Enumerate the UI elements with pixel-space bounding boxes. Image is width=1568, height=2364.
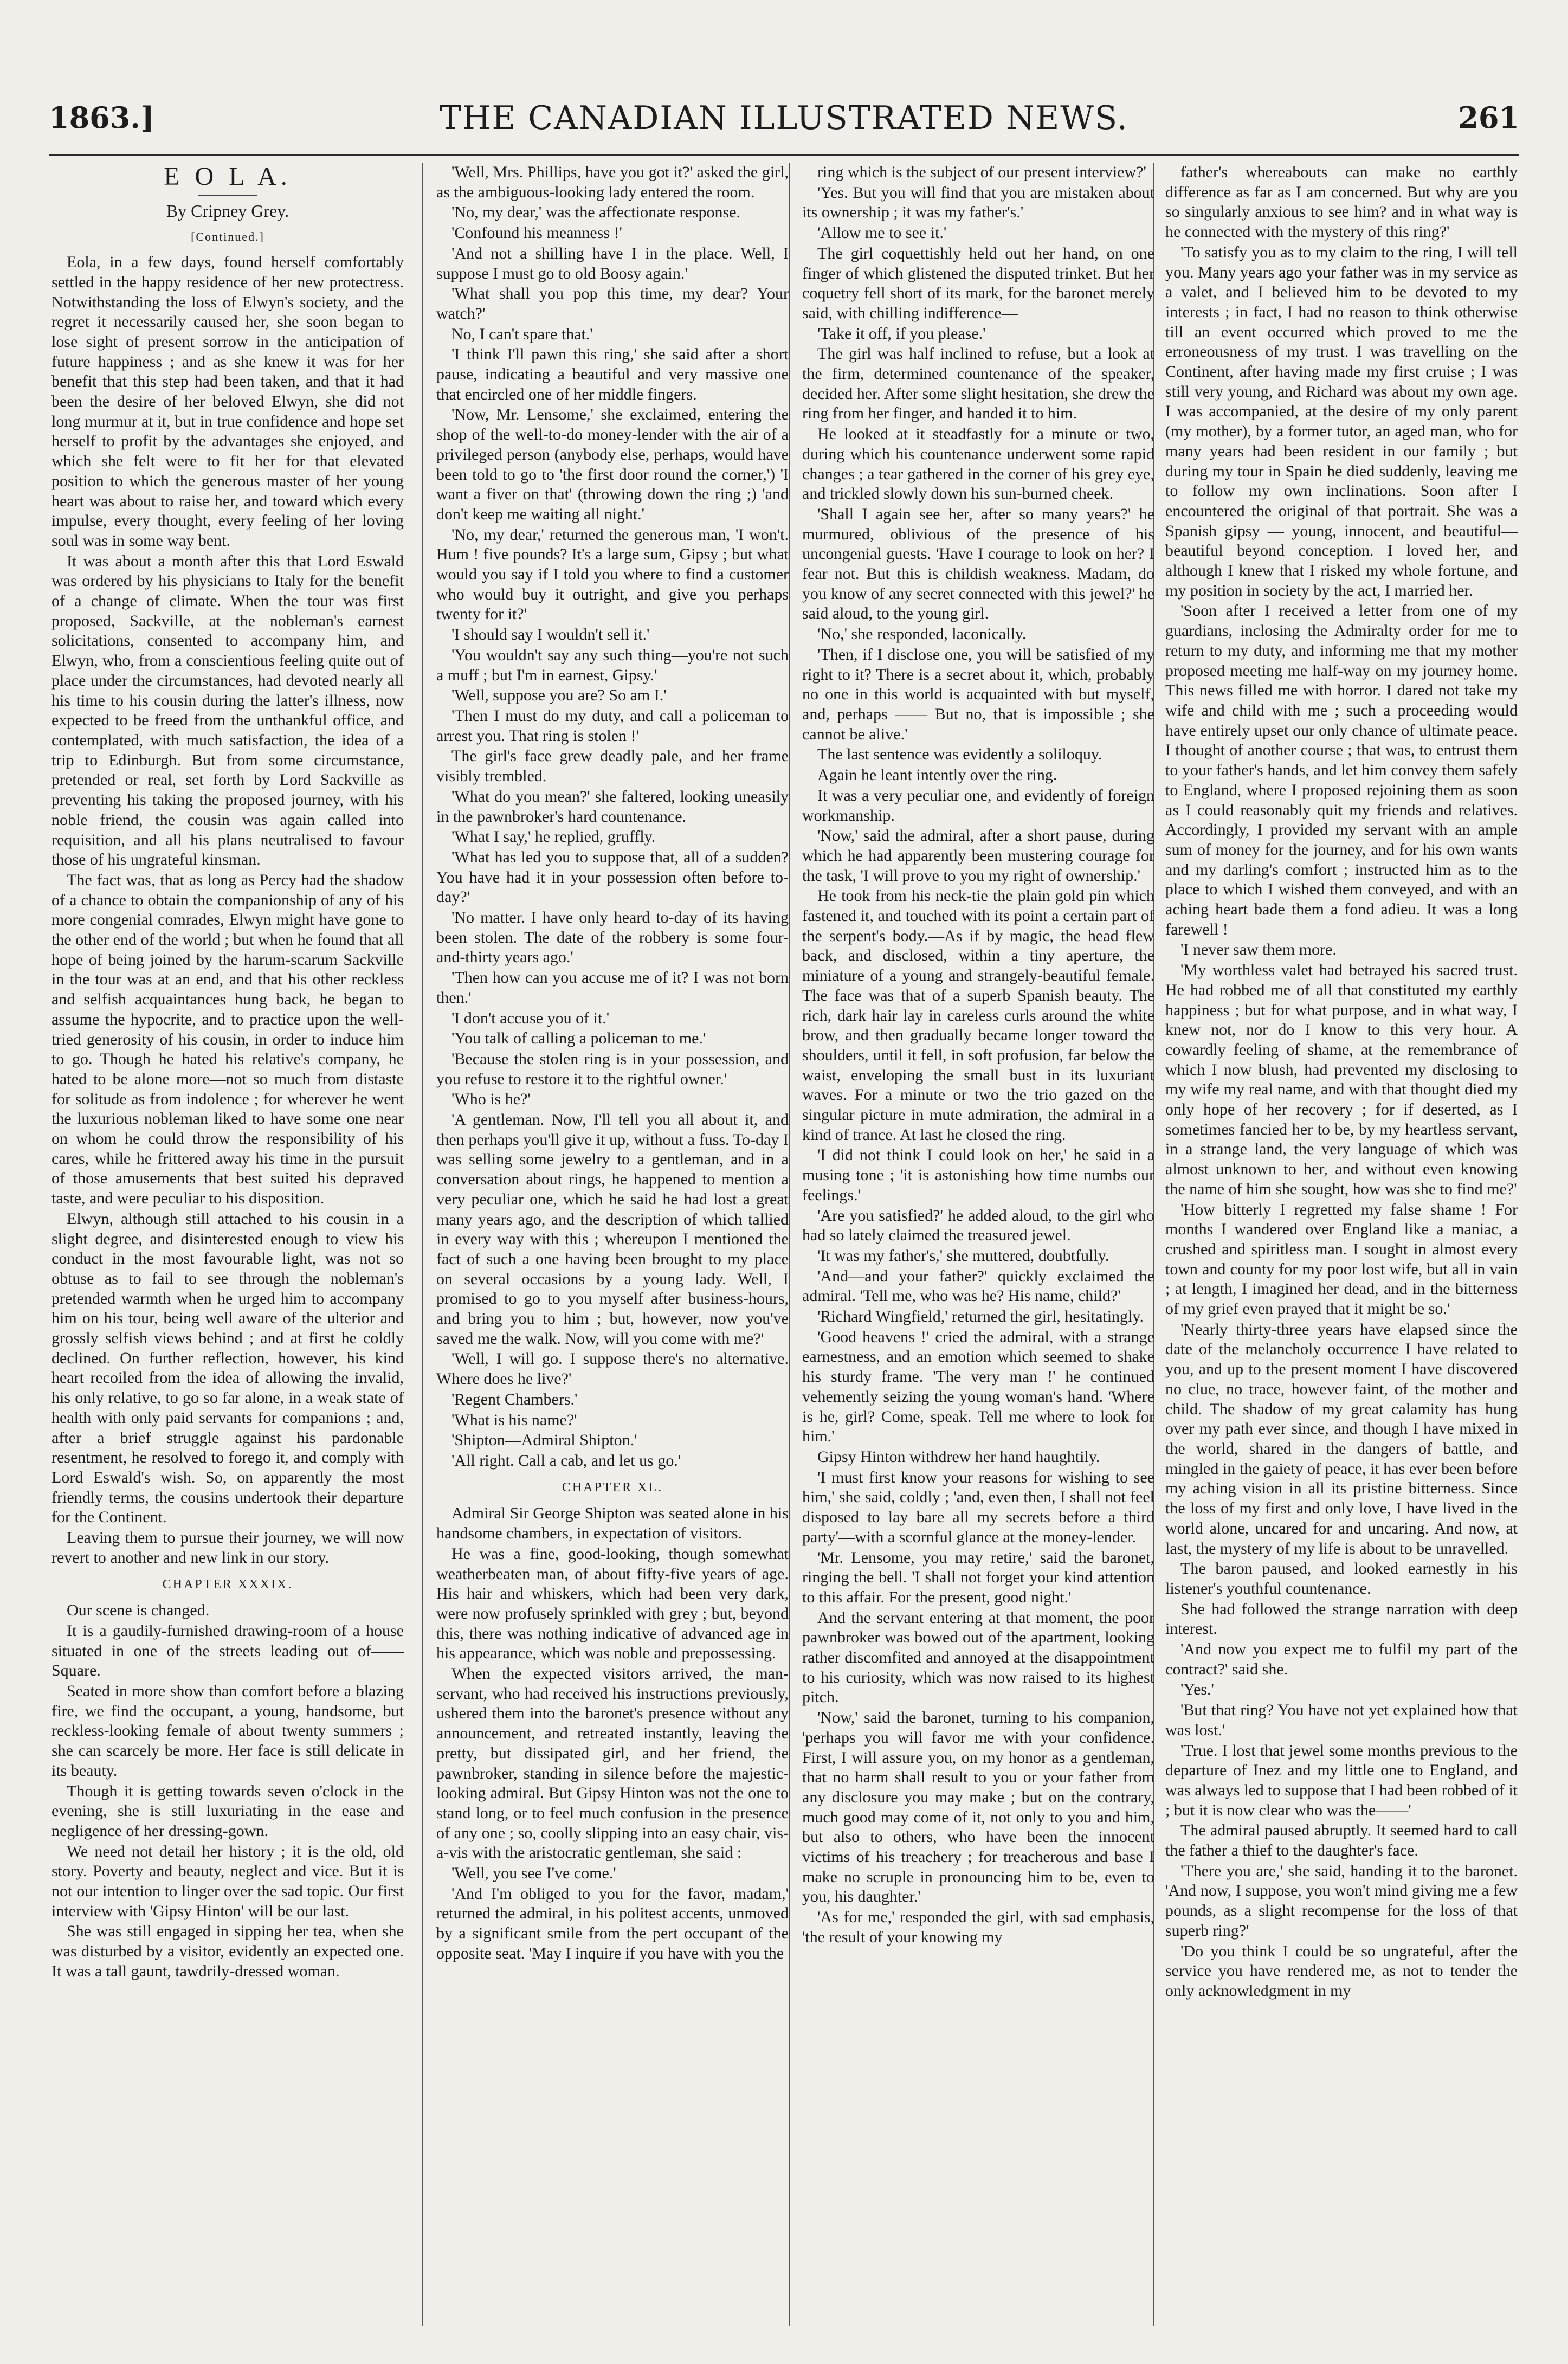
article-paragraph: 'Shall I again see her, after so many years?' he murmured, oblivious of the presence of his uncongenial guests. 'Have I courage to look on her? I fear not. But this is childish weakness. Madam, do you know of any secret connected with this jewel?' he said aloud, to the young girl. [802,505,1154,623]
page-number: 261 [1458,100,1519,135]
article-paragraph: It was about a month after this that Lord Eswald was ordered by his physicians to Italy for the benefit of a change of climate. When the tour was first proposed, Sackville, at the nobleman's earnest solicitations, consented to accompany him, and Elwyn, who, from a conscientious feeling quite out of place under the circumstances, had devoted nearly all his time to his cousin during the latter's illness, now expected to be freed from the unthankful office, and contemplated, with much satisfaction, the idea of a trip to Edinburgh. But from some circumstance, pretended or real, set forth by Lord Sackville as preventing his taking the proposed journey, with his noble friend, the cousin was again called into requisition, and all his plans neutralised to favour those of his ungrateful kinsman. [51,552,404,869]
newspaper-title: THE CANADIAN ILLUSTRATED NEWS. [439,99,1128,137]
story-byline: By Cripney Grey. [166,201,289,221]
story-title: E O L A. [164,163,292,191]
article-paragraph: 'Then I must do my duty, and call a policeman to arrest you. That ring is stolen !' [436,706,789,745]
article-paragraph: 'Mr. Lensome, you may retire,' said the baronet, ringing the bell. 'I shall not forget your kind attention to this affair. For the present, good night.' [802,1548,1154,1606]
article-paragraph: 'All right. Call a cab, and let us go.' [451,1452,681,1470]
article-paragraph: 'And now you expect me to fulfil my part of the contract?' said she. [1165,1640,1518,1678]
article-paragraph: 'Take it off, if you please.' [817,324,986,343]
article-paragraph: No, I can't spare that.' [451,325,593,343]
column-3-paragraphs [802,163,1154,1948]
column-divider [789,163,790,2326]
column-4-paragraphs [1165,163,1518,2001]
article-paragraph: 'What do you mean?' she faltered, looking uneasily in the pawnbroker's hard countenance. [436,787,789,826]
article-paragraph: 'Allow me to see it.' [817,224,947,242]
article-paragraph: 'To satisfy you as to my claim to the ring, I will tell you. Many years ago your father was in my service as a valet, and I believed him to be devoted to my interests ; in fact, I had no reason to think otherwise till an event occurred which proved to me the erroneousness of my trust. I was travelling on the Continent, after having made my first cruise ; I was still very young, and Richard was about my own age. I was accompanied, at the desire of my only parent (my mother), by a former tutor, an aged man, who for many years had been resident in our family ; but during my tour in Spain he died suddenly, leaving me to follow my own inclinations. Soon after I encountered the original of that portrait. She was a Spanish gipsy — young, innocent, and beautiful—beautiful beyond conception. I loved her, and although I knew that I risked my whole fortune, and my position in society by the act, I married her. [1165,243,1518,600]
column-3 [802,163,1154,2320]
article-paragraph: 'Who is he?' [451,1090,531,1109]
article-paragraph: Our scene is changed. [67,1601,210,1620]
article-paragraph: When the expected visitors arrived, the man-servant, who had received his instructions previously, ushered them into the baronet's presence without any announcement, and retreated instantly, leaving the pretty, but dissipated girl, and her friend, the pawnbroker, standing in silence before the majestic-looking admiral. But Gipsy Hinton was not the one to stand long, or to feel much confusion in the presence of any one ; so, coolly slipping into an easy chair, vis-a-vis with the aristocratic gentleman, she said : [436,1665,789,1862]
column-1-paragraphs [51,253,404,1568]
article-paragraph: 'Yes.' [1180,1680,1214,1699]
column-2 [436,163,789,2320]
article-paragraph: The girl's face grew deadly pale, and her frame visibly trembled. [436,747,789,785]
article-paragraph: 'What shall you pop this time, my dear? Your watch?' [436,285,789,323]
article-paragraph: 'It was my father's,' she muttered, doubtfully. [817,1246,1109,1265]
article-paragraph: 'Now,' said the baronet, turning to his companion, 'perhaps you will favor me with your confidence. First, I will assure you, on my honor as a gentleman, that no harm shall result to you or your father from any disclosure you may make ; but on the contrary, much good may come of it, not only to you and him, but also to others, who have been the innocent victims of his treachery ; for treacherous and base I make no scruple in pronouncing him to be, even to you, his daughter.' [802,1709,1154,1906]
article-paragraph: 'No,' she responded, laconically. [817,625,1027,643]
article-paragraph: 'Then, if I disclose one, you will be satisfied of my right to it? There is a secret about it, which, probably no one in this world is acquainted with but myself, and, perhaps —— But no, that is impossible ; she cannot be alive.' [802,645,1154,743]
article-paragraph: 'Confound his meanness !' [451,224,622,242]
article-paragraph: father's whereabouts can make no earthly difference as far as I am concerned. But why are you so singularly anxious to see him? and in what way is he connected with the mystery of this ring?' [1165,163,1518,241]
article-paragraph: Eola, in a few days, found herself comfortably settled in the happy residence of her new protectress. Notwithstanding the loss of Elwyn's society, and the regret it necessarily caused her, she soon began to lose sight of present sorrow in the anticipation of future happiness ; and as she knew it was for her benefit that this step had been taken, and that it had been the desire of her beloved Elwyn, she did not long murmur at it, but in true confidence and hope set herself to profit by the advantages she enjoyed, and which she felt were to fit her for that elevated position to which the generous master of her young heart was about to raise her, and toward which every impulse, every thought, every feeling of her loving soul was in some way bent. [51,253,404,550]
title-rule [198,195,257,196]
article-paragraph: 'I did not think I could look on her,' he said in a musing tone ; 'it is astonishing how time numbs our feelings.' [802,1146,1154,1204]
article-paragraph: 'I don't accuse you of it.' [451,1009,610,1027]
article-paragraph: 'My worthless valet had betrayed his sacred trust. He had robbed me of all that constituted my earthly happiness ; but for what purpose, and in what way, I knew not, nor do I know to this very hour. A cowardly feeling of shame, at the remembrance of which I now blush, had prevented my disclosing to my wife my real name, and with that thought died my only hope of her recovery ; for if deserted, as I sometimes fancied her to be, by my heartless servant, in a strange land, the very language of which was almost unknown to her, and without even knowing the name of him she sought, how was she to find me?' [1165,961,1518,1198]
article-paragraph: The admiral paused abruptly. It seemed hard to call the father a thief to the daughter's face. [1165,1821,1518,1860]
article-paragraph: Leaving them to pursue their journey, we will now revert to another and new link in our story. [51,1529,404,1567]
article-paragraph: 'Because the stolen ring is in your possession, and you refuse to restore it to the rightful owner.' [436,1049,789,1088]
article-paragraph: 'I think I'll pawn this ring,' she said after a short pause, indicating a beautiful and very massive one that encircled one of her middle fingers. [436,345,789,403]
article-paragraph: 'There you are,' she said, handing it to the baronet. 'And now, I suppose, you won't mind giving me a few pounds, as a slight recompense for the loss of that superb ring?' [1165,1861,1518,1940]
article-paragraph: 'Are you satisfied?' he added aloud, to the girl who had so lately claimed the treasured jewel. [802,1206,1154,1245]
column-4 [1165,163,1518,2320]
article-paragraph: 'Soon after I received a letter from one of my guardians, inclosing the Admiralty order for me to return to my duty, and informing me that my mother proposed meeting me half-way on my journey home. This news filled me with horror. I dared not take my wife and child with me ; such a proceeding would have entirely upset our only chance of ultimate peace. I thought of another course ; that was, to entrust them to your father's hands, and let him convey them safely to England, where I proposed rejoining them as soon as I could reasonably quit my friends and relatives. Accordingly, I provided my servant with an ample sum of money for the journey, and for his own wants and my darling's comfort ; instructed him as to the place to which I wished them conveyed, and with an aching heart bade them a fond adieu. It was a long farewell ! [1165,602,1518,938]
article-paragraph: 'And I'm obliged to you for the favor, madam,' returned the admiral, in his politest accents, unmoved by a significant smile from the pert occupant of the opposite seat. 'May I inquire if you have with you the [436,1884,789,1962]
article-paragraph: We need not detail her history ; it is the old, old story. Poverty and beauty, neglect and vice. But it is not our intention to linger over the sad topic. Our first interview with 'Gipsy Hinton' will be our last. [51,1842,404,1920]
article-paragraph: 'Do you think I could be so ungrateful, after the service you have rendered me, as not to tender the only acknowledgment in my [1165,1942,1518,2000]
column-2b-paragraphs [436,1504,789,1963]
article-paragraph: She was still engaged in sipping her tea, when she was disturbed by a visitor, evidently an expected one. It was a tall gaunt, tawdrily-dressed woman. [51,1922,404,1980]
article-paragraph: 'But that ring? You have not yet explained how that was lost.' [1165,1701,1518,1739]
column-1b-paragraphs [51,1601,404,1981]
article-paragraph: 'Shipton—Admiral Shipton.' [451,1431,637,1450]
article-paragraph: Seated in more show than comfort before a blazing fire, we find the occupant, a young, handsome, but reckless-looking female of about twenty summers ; she can scarcely be more. Her face is still delicate in its beauty. [51,1682,404,1780]
article-paragraph: 'True. I lost that jewel some months previous to the departure of Inez and my little one to England, and was always led to suppose that I had been robbed of it ; but it is now clear who was the——' [1165,1741,1518,1819]
article-paragraph: The baron paused, and looked earnestly in his listener's youthful countenance. [1165,1560,1518,1598]
article-paragraph: 'Well, Mrs. Phillips, have you got it?' asked the girl, as the ambiguous-looking lady entered the room. [436,163,789,201]
article-paragraph: He looked at it steadfastly for a minute or two, during which his countenance underwent some rapid changes ; a tear gathered in the corner of his grey eye, and trickled slowly down his sun-burned cheek. [802,425,1154,503]
article-paragraph: 'Well, I will go. I suppose there's no alternative. Where does he live?' [436,1350,789,1388]
article-paragraph: 'And—and your father?' quickly exclaimed the admiral. 'Tell me, who was he? His name, child?' [802,1267,1154,1305]
article-paragraph: And the servant entering at that moment, the poor pawnbroker was bowed out of the apartment, looking rather discomfited and annoyed at the disappointment to his curiosity, which was now raised to its highest pitch. [802,1608,1154,1706]
article-paragraph: Admiral Sir George Shipton was seated alone in his handsome chambers, in expectation of visitors. [436,1504,789,1543]
article-paragraph: 'Good heavens !' cried the admiral, with a strange earnestness, and an emotion which seemed to shake his sturdy frame. 'The very man !' he continued vehemently seizing the young woman's hand. 'Where is he, girl? Come, speak. Tell me where to look for him.' [802,1328,1154,1446]
article-paragraph: 'As for me,' responded the girl, with sad emphasis, 'the result of your knowing my [802,1908,1154,1946]
article-paragraph: 'Richard Wingfield,' returned the girl, hesitatingly. [817,1307,1144,1326]
article-paragraph: Elwyn, although still attached to his cousin in a slight degree, and disinterested enough to view his conduct in the most favourable light, was not so obtuse as to fail to see through the nobleman's pretended warmth when he urged him to accompany him on his tour, being well aware of the ulterior and grossly selfish views behind ; and at first he coldly declined. On further reflection, however, his kind heart recoiled from the idea of allowing the invalid, his only relative, to go so far alone, in a weak state of health with only paid servants for companions ; and, after a brief struggle against his pardonable resentment, he resolved to forego it, and comply with Lord Eswald's wish. So, on apparently the most friendly terms, the cousins undertook their departure for the Continent. [51,1209,404,1526]
masthead [49,95,1519,156]
article-paragraph: 'Nearly thirty-three years have elapsed since the date of the melancholy occurrence I have related to you, and up to the present moment I have discovered no clue, no trace, however faint, of the mother and child. The shadow of my great calamity has hung over my path ever since, and though I have mixed in the world, shared in the dangers of battle, and mingled in the gaiety of peace, it has ever been before my aching vision in all its pristine bitterness. Since the loss of my first and only love, I have lived in the world alone, uncared for and uncaring. And now, at last, the mystery of my life is about to be unravelled. [1165,1320,1518,1557]
article-paragraph: 'Well, suppose you are? So am I.' [451,686,667,705]
article-paragraph: 'Well, you see I've come.' [451,1864,616,1883]
article-paragraph: 'Then how can you accuse me of it? I was not born then.' [436,969,789,1007]
article-paragraph: 'A gentleman. Now, I'll tell you all about it, and then perhaps you'll give it up, without a fuss. To-day I was selling some jewelry to a gentleman, and in a conversation about rings, he happened to mention a very peculiar one, which he said he had lost a great many years ago, and the description of which tallied in every way with this ; whereupon I mentioned the fact of such a one having been brought to my place on several occasions by a young lady. Well, I promised to go to you myself after business-hours, and bring you to him ; but, however, now you've saved me the walk. Now, will you come with me?' [436,1111,789,1348]
article-paragraph: Though it is getting towards seven o'clock in the evening, she is still luxuriating in the ease and negligence of her dressing-gown. [51,1782,404,1840]
article-paragraph: It is a gaudily-furnished drawing-room of a house situated in one of the streets leading out of——Square. [51,1621,404,1680]
article-paragraph: He was a fine, good-looking, though somewhat weatherbeaten man, of about fifty-five years of age. His hair and whiskers, which had been very dark, were now profusely sprinkled with grey ; but, beyond this, there was nothing indicative of advanced age in his appearance, which was noble and prepossessing. [436,1544,789,1663]
article-paragraph: 'Yes. But you will find that you are mistaken about its ownership ; it was my father's.' [802,183,1154,222]
article-paragraph: She had followed the strange narration with deep interest. [1165,1600,1518,1638]
article-paragraph: It was a very peculiar one, and evidently of foreign workmanship. [802,786,1154,824]
article-paragraph: The last sentence was evidently a soliloquy. [817,745,1102,764]
article-paragraph: ring which is the subject of our present interview?' [817,163,1146,181]
chapter-heading: CHAPTER XXXIX. [162,1577,293,1592]
chapter-heading: CHAPTER XL. [562,1480,663,1495]
article-paragraph: The girl was half inclined to refuse, but a look at the firm, determined countenance of the speaker, decided her. After some slight hesitation, she drew the ring from her finger, and handed it to him. [802,345,1154,423]
article-paragraph: 'I should say I wouldn't sell it.' [451,626,650,644]
article-paragraph: The fact was, that as long as Percy had the shadow of a chance to obtain the companionship of any of his more congenial comrades, Elwyn might have gone to the other end of the world ; but when he found that all hope of being joined by the harum-scarum Sackville in the tour was at an end, and that his other reckless and selfish acquaintances hung back, he began to assume the hypocrite, and to practice upon the well-tried generosity of his cousin, in order to induce him to go. Though he hated his relative's company, he hated to be alone more—not so much from distaste for solitude as from indolence ; for wherever he went the luxurious nobleman liked to have some one near on whom he could throw the responsibility of his cares, while he frittered away his time in the pursuit of those amusements that best suited his depraved taste, and were peculiar to his disposition. [51,871,404,1208]
article-paragraph: 'You talk of calling a policeman to me.' [451,1029,706,1048]
article-paragraph: Gipsy Hinton withdrew her hand haughtily. [817,1448,1100,1466]
column-2-paragraphs [436,163,789,1471]
article-paragraph: 'I never saw them more. [1180,941,1337,959]
column-divider [422,163,423,2326]
article-paragraph: 'Regent Chambers.' [451,1390,578,1408]
article-paragraph: 'What I say,' he replied, gruffly. [451,828,656,846]
article-paragraph: 'What is his name?' [451,1410,577,1429]
article-paragraph: 'Now, Mr. Lensome,' she exclaimed, entering the shop of the well-to-do money-lender with the air of a privileged person (anybody else, perhaps, would have been told to go to 'the first door round the corner,') 'I want a fiver on that' (throwing down the ring ;) 'and don't keep me waiting all night.' [436,405,789,523]
column-1 [51,163,404,2320]
article-paragraph: 'No, my dear,' returned the generous man, 'I won't. Hum ! five pounds? It's a large sum, Gipsy ; but what would you say if I told you where to find a customer who would buy it outright, and give you perhaps twenty for it?' [436,525,789,623]
article-paragraph: 'How bitterly I regretted my false shame ! For months I wandered over England like a maniac, a crushed and spiritless man. I sought in almost every town and county for my poor lost wife, but all in vain ; at length, I imagined her dead, and in the bitterness of my grief even prayed that it might be so.' [1165,1200,1518,1318]
article-paragraph: 'No, my dear,' was the affectionate response. [451,203,741,222]
article-paragraph: 'And not a shilling have I in the place. Well, I suppose I must go to old Boosy again.' [436,244,789,282]
continued-note: [Continued.] [191,230,264,244]
article-paragraph: The girl coquettishly held out her hand, on one finger of which glistened the disputed trinket. But her coquetry fell short of its mark, for the baronet merely said, with chilling indifference— [802,244,1154,322]
article-paragraph: Again he leant intently over the ring. [817,766,1057,784]
article-paragraph: 'Now,' said the admiral, after a short pause, during which he had apparently been mustering courage for the task, 'I will prove to you my right of ownership.' [802,827,1154,885]
issue-year: 1863.] [49,100,154,135]
article-paragraph: He took from his neck-tie the plain gold pin which fastened it, and touched with its point a certain part of the serpent's body.—As if by magic, the head flew back, and disclosed, within a tiny aperture, the miniature of a young and strangely-beautiful female. The face was that of a superb Spanish beauty. The rich, dark hair lay in careless curls around the white brow, and then gradually became longer toward the shoulders, until it fell, in soft profusion, far below the waist, enveloping the small bust in its luxuriant waves. For a minute or two the trio gazed on the singular picture in mute admiration, the admiral in a kind of trance. At last he closed the ring. [802,887,1154,1144]
article-paragraph: 'I must first know your reasons for wishing to see him,' she said, coldly ; 'and, even then, I shall not feel disposed to lay bare all my secrets before a third party'—with a scornful glance at the money-lender. [802,1468,1154,1546]
article-paragraph: 'What has led you to suppose that, all of a sudden? You have had it in your possession often before to-day?' [436,848,789,906]
article-paragraph: 'You wouldn't say any such thing—you're not such a muff ; but I'm in earnest, Gipsy.' [436,646,789,684]
article-paragraph: 'No matter. I have only heard to-day of its having been stolen. The date of the robbery is some four-and-thirty years ago.' [436,909,789,967]
